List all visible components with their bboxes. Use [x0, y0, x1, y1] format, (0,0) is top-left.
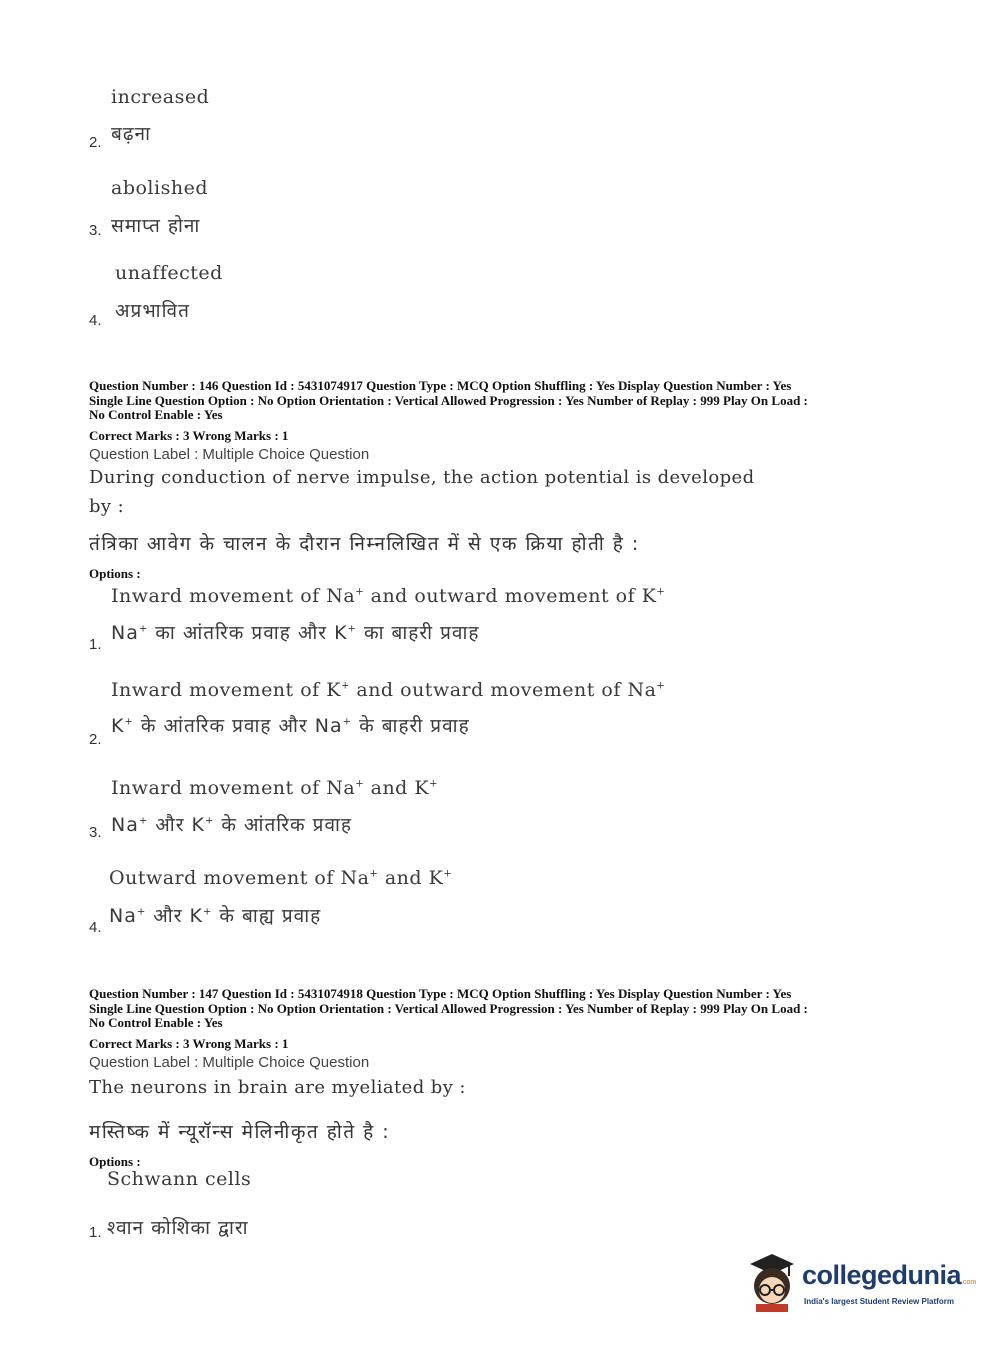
meta-line: Question Number : 147 Question Id : 5431074918 Question Type : MCQ Option Shuffling : Yes Display Question Number : Yes [89, 986, 792, 1001]
question-146-text [89, 463, 755, 521]
question-147-hindi: मस्तिष्क में न्यूरॉन्स मेलिनीकृत होते है : [89, 1121, 391, 1143]
q146-option-3-english: Inward movement of Na+ and K+ [111, 777, 438, 799]
question-text-line: During conduction of nerve impulse, the action potential is developed [89, 467, 755, 488]
option-2-english: increased [111, 86, 210, 108]
question-147-text: The neurons in brain are myeliated by : [89, 1077, 466, 1098]
meta-line: No Control Enable : Yes [89, 407, 223, 422]
q146-option-1-hindi: Na+ का आंतरिक प्रवाह और K+ का बाहरी प्रवाह [111, 622, 480, 644]
meta-line: Single Line Question Option : No Option Orientation : Vertical Allowed Progression : Yes Number of Replay : 999 Play On Load : [89, 1000, 808, 1016]
question-147-metadata [89, 987, 909, 1031]
option-4-number: 4. [89, 312, 102, 329]
option-3-number: 3. [89, 222, 102, 239]
collegedunia-logo [742, 1250, 977, 1312]
q147-option-1-english: Schwann cells [107, 1168, 252, 1190]
q146-option-2-english: Inward movement of K+ and outward movement of Na+ [111, 679, 666, 701]
q146-option-3-number: 3. [89, 824, 102, 841]
option-3-hindi: समाप्त होना [111, 215, 201, 237]
option-4-hindi: अप्रभावित [115, 300, 190, 322]
question-147-label: Question Label : Multiple Choice Question [89, 1054, 370, 1071]
meta-line: Single Line Question Option : No Option Orientation : Vertical Allowed Progression : Yes Number of Replay : 999 Play On Load : [89, 392, 808, 408]
question-146-options-label: Options : [89, 566, 141, 581]
question-146-marks: Correct Marks : 3 Wrong Marks : 1 [89, 428, 289, 443]
question-147-marks: Correct Marks : 3 Wrong Marks : 1 [89, 1036, 289, 1051]
question-146-hindi: तंत्रिका आवेग के चालन के दौरान निम्नलिखित में से एक क्रिया होती है : [89, 533, 640, 555]
mascot-icon [742, 1250, 802, 1312]
question-text-line: by : [89, 496, 125, 517]
q147-option-1-number: 1. [89, 1224, 102, 1241]
q146-option-1-number: 1. [89, 636, 102, 653]
q146-option-3-hindi: Na+ और K+ के आंतरिक प्रवाह [111, 814, 353, 836]
q147-option-1-hindi: श्वान कोशिका द्वारा [107, 1217, 249, 1239]
question-147-options-label: Options : [89, 1154, 141, 1169]
q146-option-1-english: Inward movement of Na+ and outward movement of K+ [111, 585, 666, 607]
q146-option-4-english: Outward movement of Na+ and K+ [109, 867, 453, 889]
question-146-label: Question Label : Multiple Choice Question [89, 446, 370, 463]
logo-tagline: India's largest Student Review Platform [804, 1297, 954, 1306]
option-3-english: abolished [111, 177, 208, 199]
meta-line: No Control Enable : Yes [89, 1015, 223, 1030]
option-2-number: 2. [89, 134, 102, 151]
q146-option-2-number: 2. [89, 731, 102, 748]
option-4-english: unaffected [115, 262, 223, 284]
logo-wordmark: collegedunia [802, 1260, 962, 1290]
q146-option-4-number: 4. [89, 919, 102, 936]
meta-line: Question Number : 146 Question Id : 5431074917 Question Type : MCQ Option Shuffling : Yes Display Question Number : Yes [89, 378, 792, 393]
q146-option-2-hindi: K+ के आंतरिक प्रवाह और Na+ के बाहरी प्रवाह [111, 715, 470, 737]
question-146-metadata [89, 379, 909, 423]
q146-option-4-hindi: Na+ और K+ के बाह्य प्रवाह [109, 905, 322, 927]
logo-suffix: .com [961, 1279, 977, 1286]
option-2-hindi: बढ़ना [111, 123, 152, 145]
